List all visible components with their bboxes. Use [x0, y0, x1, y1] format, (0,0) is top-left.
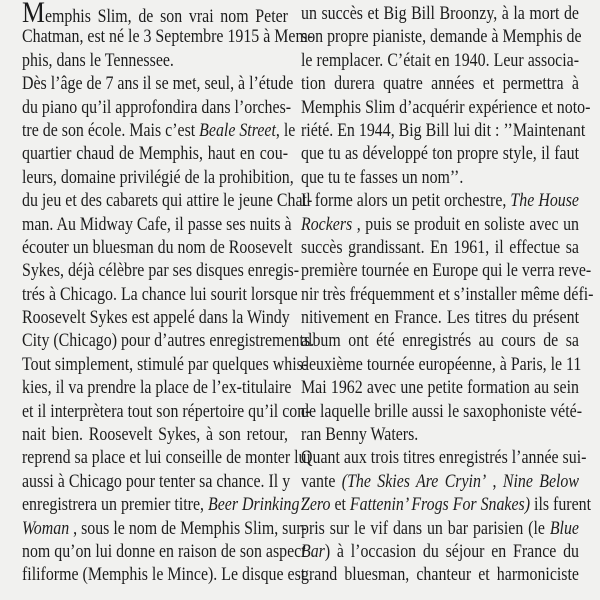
text-line-content [22, 377, 292, 400]
text-line [22, 260, 300, 283]
text-segment: album ont été enregistrés au cours de sa [301, 331, 579, 352]
text-segment: vante [301, 471, 342, 492]
text-line [301, 471, 579, 494]
text-segment: que tu as développé ton propre style, il faut [301, 144, 579, 165]
text-line-content [301, 237, 579, 260]
text-line [301, 120, 586, 143]
text-line-content [22, 237, 293, 260]
text-line [301, 564, 579, 587]
text-line-content [301, 3, 579, 26]
text-line-content [22, 284, 298, 307]
text-line [22, 447, 311, 470]
text-line-content [301, 424, 579, 447]
text-line-content [301, 471, 579, 494]
italic-title: Beer Drinking’ [207, 495, 305, 516]
text-line [301, 307, 579, 330]
text-line [301, 260, 592, 283]
text-line [22, 330, 315, 353]
text-line [22, 73, 294, 96]
text-line [22, 564, 306, 587]
text-segment: , [486, 471, 503, 492]
text-line-content [22, 354, 309, 377]
text-line-content [301, 284, 594, 307]
text-line-content [301, 377, 579, 400]
text-line [22, 354, 309, 377]
text-line-content [22, 494, 305, 517]
text-segment: quartier chaud de Memphis, haut en cou- [22, 144, 288, 165]
text-line-content [22, 424, 288, 447]
text-segment: Mai 1962 avec une petite formation au sein [301, 378, 579, 399]
text-segment: tion durera quatre années et permettra à [301, 74, 579, 95]
text-line-content [301, 518, 579, 541]
text-line [301, 97, 591, 120]
text-line [301, 237, 579, 260]
italic-title: Beale Street [199, 120, 276, 141]
text-segment: nir très fréquemment et s’installer même défi- [301, 284, 594, 305]
text-line [22, 120, 296, 143]
text-line-content [301, 214, 579, 237]
text-line-content [22, 97, 292, 120]
text-line-content [22, 73, 294, 96]
text-segment: Il forme alors un petit orchestre, [301, 191, 511, 212]
text-line-content [22, 401, 311, 424]
text-segment: , puis se produit en soliste avec un [352, 214, 579, 235]
text-line [301, 3, 579, 26]
italic-title: Rockers [301, 214, 353, 235]
text-line [301, 447, 587, 470]
text-line [301, 424, 579, 447]
text-line [301, 214, 579, 237]
text-line-content [301, 354, 582, 377]
text-segment: emphis Slim, de son vrai nom Peter [44, 7, 288, 27]
text-line-content [22, 518, 307, 541]
text-line [22, 494, 305, 517]
text-segment: filiforme (Memphis le Mince). Le disque est [22, 565, 306, 586]
italic-title: Fattenin’ Frogs For Snakes) [349, 495, 531, 516]
text-line-content [301, 307, 579, 330]
text-line-content [301, 330, 579, 353]
text-line-content [22, 190, 313, 213]
text-line-content [301, 447, 587, 470]
text-segment: trés à Chicago. La chance lui sourit lorsque [22, 284, 298, 305]
text-line [22, 541, 306, 564]
text-line [301, 73, 579, 96]
italic-title: Zero [301, 495, 331, 516]
italic-title: Blue [549, 518, 579, 539]
text-segment: enregistrera un premier titre, [22, 495, 208, 516]
text-segment: Memphis Slim d’acquérir expérience et noto- [301, 97, 591, 118]
text-segment: le remplacer. C’était en 1940. Leur associa- [301, 50, 579, 71]
text-segment: première tournée en Europe qui le verra reve- [301, 261, 592, 282]
text-line [22, 377, 292, 400]
text-segment: nitivement en France. Les titres du présent [301, 308, 579, 329]
text-line-content [301, 494, 592, 517]
text-line [301, 518, 579, 541]
text-line [22, 143, 288, 166]
text-line [301, 377, 579, 400]
text-segment: grand bluesman, chanteur et harmoniciste [301, 565, 579, 586]
text-segment: tre de son école. Mais c’est [22, 120, 200, 141]
text-line [22, 50, 288, 73]
text-line [22, 0, 288, 29]
text-line-content [301, 97, 591, 120]
text-segment: riété. En 1944, Big Bill lui dit : ’’Maintenant [301, 120, 586, 141]
text-line-content [22, 260, 300, 283]
text-line [301, 26, 582, 49]
text-segment: deuxième tournée européenne, à Paris, le 11 [301, 354, 582, 375]
text-segment: et [330, 495, 350, 516]
text-line [22, 424, 288, 447]
text-segment: écouter un bluesman du nom de Roosevelt [22, 237, 293, 258]
text-line-content [301, 73, 579, 96]
text-segment: du jeu et des cabarets qui attire le jeune Chat- [22, 191, 313, 212]
text-line-content [301, 26, 582, 49]
text-line [301, 190, 579, 213]
text-line-content [301, 120, 586, 143]
text-segment: City (Chicago) pour d’autres enregistrements. [22, 331, 315, 352]
text-line [22, 190, 313, 213]
text-line [301, 143, 579, 166]
left-column [22, 0, 315, 588]
italic-title: (The Skies Are Cryin’ [341, 471, 487, 492]
text-line-content [22, 471, 291, 494]
text-segment: du piano qu’il approfondira dans l’orches- [22, 97, 292, 118]
text-line [22, 518, 307, 541]
text-line [301, 354, 582, 377]
text-line-content [22, 214, 292, 237]
text-line-content [301, 190, 579, 213]
text-line-content [301, 143, 579, 166]
text-segment: nom qu’on lui donne en raison de son aspect [22, 541, 306, 562]
text-line-content [22, 143, 288, 166]
text-line-content [301, 167, 579, 190]
text-segment: ils furent [530, 495, 592, 516]
text-segment: , le [275, 120, 296, 141]
text-segment: de laquelle brille aussi le saxophoniste vété- [301, 401, 582, 422]
text-line [22, 167, 294, 190]
text-segment: et il interprètera tout son répertoire qu’il con- [22, 401, 311, 422]
text-segment: Quant aux trois titres enregistrés l’année sui- [301, 448, 587, 469]
text-line [22, 97, 292, 120]
text-segment: son propre pianiste, demande à Memphis de [301, 27, 582, 48]
text-segment: Chatman, est né le 3 Septembre 1915 à Mem- [22, 27, 314, 48]
text-line-content [301, 401, 582, 424]
text-line-content [301, 541, 579, 564]
text-line-content [22, 447, 311, 470]
text-segment: pris sur le vif dans un bar parisien (le [301, 518, 550, 539]
text-segment: Dès l’âge de 7 ans il se met, seul, à l’étude [22, 74, 294, 95]
text-line-content [22, 167, 294, 190]
right-column [301, 3, 594, 588]
text-segment: aussi à Chicago pour tenter sa chance. Il y [22, 471, 291, 492]
text-line-content [301, 260, 592, 283]
text-line [22, 471, 291, 494]
text-line [301, 401, 582, 424]
text-segment: succès grandissant. En 1961, il effectue sa [301, 237, 579, 258]
text-segment: phis, dans le Tennessee. [22, 50, 174, 71]
text-segment: Tout simplement, stimulé par quelques whis- [22, 354, 309, 375]
italic-title: Woman [22, 518, 70, 539]
text-segment: Roosevelt Sykes est appelé dans la Windy [22, 308, 290, 329]
text-segment: , sous le nom de Memphis Slim, sur- [69, 518, 307, 539]
italic-title: Nine Below [502, 471, 580, 492]
text-segment: reprend sa place et lui conseille de monter lui [22, 448, 311, 469]
text-segment: ) à l’occasion du séjour en France du [324, 541, 579, 562]
text-line-content [22, 120, 296, 143]
text-segment: Sykes, déjà célèbre par ses disques enregis- [22, 261, 300, 282]
text-segment: un succès et Big Bill Broonzy, à la mort de [301, 4, 579, 24]
italic-title: The House [510, 191, 579, 212]
text-line [22, 214, 292, 237]
italic-title: Bar [301, 541, 325, 562]
text-segment: nait bien. Roosevelt Sykes, à son retour, [22, 425, 288, 446]
text-line [22, 284, 298, 307]
text-segment: kies, il va prendre la place de l’ex-titulaire [22, 378, 292, 399]
text-line-content [22, 307, 288, 330]
text-line-content [22, 50, 288, 73]
text-line [301, 494, 592, 517]
text-segment: leurs, domaine privilégié de la prohibition, [22, 167, 294, 188]
text-line [22, 26, 314, 49]
text-line [301, 284, 594, 307]
text-line [301, 330, 579, 353]
text-line [301, 541, 579, 564]
drop-cap: M [22, 0, 45, 29]
text-line-content [301, 50, 579, 73]
text-line [22, 307, 288, 330]
text-line [22, 237, 293, 260]
text-line-content [22, 26, 314, 49]
text-segment: man. Au Midway Cafe, il passe ses nuits à [22, 214, 292, 235]
text-line-content [22, 564, 306, 587]
text-segment: ran Benny Waters. [301, 425, 419, 446]
text-segment: que tu te fasses un nom’’. [301, 167, 464, 188]
text-line [301, 50, 579, 73]
text-line-content [301, 564, 579, 587]
text-line-content [22, 330, 315, 353]
text-line [301, 167, 579, 190]
text-line-content [22, 541, 306, 564]
text-line [22, 401, 311, 424]
